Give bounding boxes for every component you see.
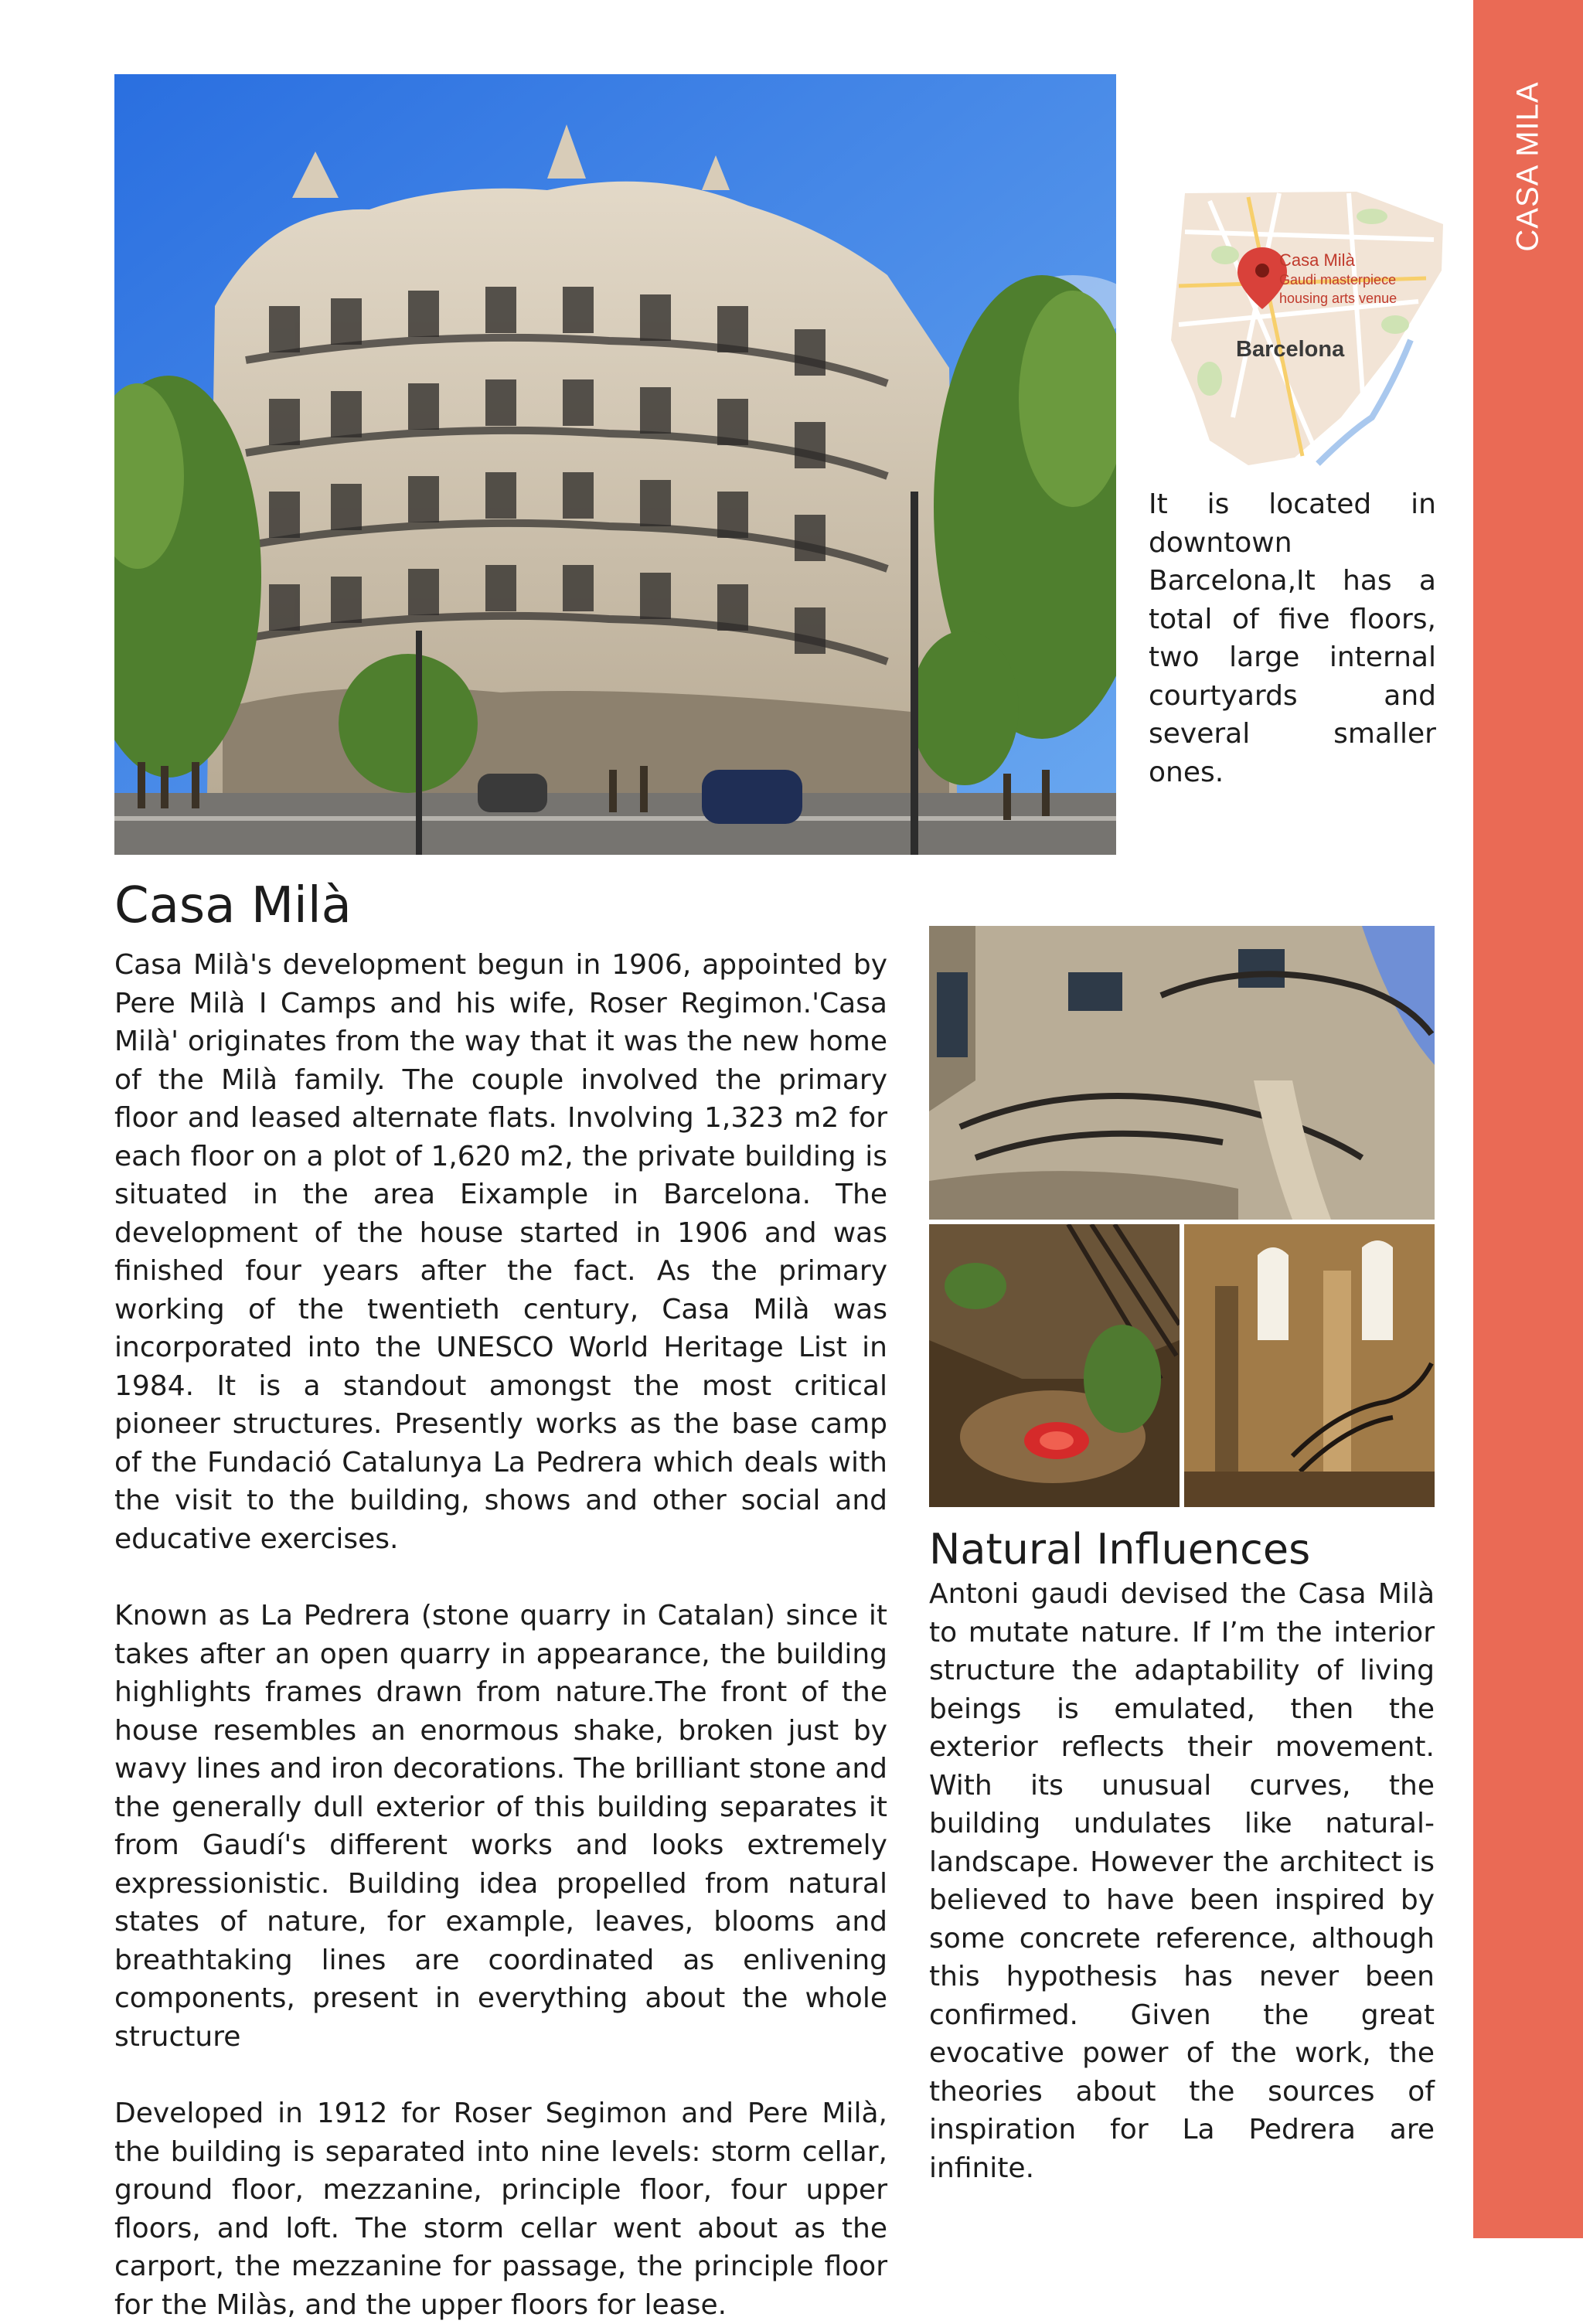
location-text: It is located in downtown Barcelona,It has a total of five floors, two large internal courtyards and several smaller ones. bbox=[1149, 488, 1436, 788]
facade-detail-photo bbox=[929, 926, 1435, 1220]
paragraph-1: Casa Milà's development begun in 1906, appointed by Pere Milà I Camps and his wife, Roser Regimon.'Casa Milà' originates from the way that it was the new home of the Milà family. The couple involved the primary floor and leased alternate flats. Involving 1,323 m2 for each floor on a plot of 1,620 m2, the private building is situated in the area Eixample in Barcelona. The development of the house started in 1906 and was finished four years after the fact. As the primary working of the twentieth century, Casa Milà was incorporated into the UNESCO World Heritage List in 1984. It is a standout amongst the most critical pioneer structures. Presently works as the base camp of the Fundació Catalunya La Pedrera which deals with the visit to the building, shows and other social and educative exercises. bbox=[114, 949, 887, 1555]
map-pin-line1: Gaudi masterpiece bbox=[1279, 272, 1397, 288]
influences-text: Antoni gaudi devised the Casa Milà to mutate nature. If I’m the interior structure the adaptability of living beings is emulated, then the exterior reflects their movement. With its unusual curves, the building undulates like natural-landscape. However the architect is believed to have been inspired by some concrete reference, although this hypothesis has never been confirmed. Given the great evocative power of the work, the theories about the sources of inspiration for La Pedrera are infinite. bbox=[929, 1578, 1435, 2184]
paragraph-3: Developed in 1912 for Roser Segimon and Pere Milà, the building is separated into nine levels: storm cellar, ground floor, mezzanine, principle floor, four upper floors, and loft. The storm cellar went about as the carport, the mezzanine for passage, the principle floor for the Milàs, and the upper floors for lease. bbox=[114, 2098, 887, 2321]
courtyard-photo bbox=[929, 1224, 1180, 1507]
paragraph-2: Known as La Pedrera (stone quarry in Catalan) since it takes after an open quarry in appearance, the building highlights frames drawn from nature.The front of the house resembles an enormous shake, broken just by wavy lines and iron decorations. The brilliant stone and the generally dull exterior of this building separates it from Gaudí's different works and looks extremely expressionistic. Building idea propelled from natural states of nature, for example, leaves, blooms and breathtaking lines are coordinated as enlivening components, present in everything about the whole structure bbox=[114, 1600, 888, 2053]
map-pin-line2: housing arts venue bbox=[1279, 291, 1397, 306]
main-text bbox=[114, 946, 887, 2324]
sidebar-label: CASA MILA bbox=[1510, 80, 1545, 252]
interior-stairs-photo bbox=[1184, 1224, 1435, 1507]
hero-photo bbox=[114, 74, 1116, 855]
map-city-label: Barcelona bbox=[1236, 337, 1345, 362]
map-pin-title: Casa Milà bbox=[1279, 250, 1355, 270]
location-map bbox=[1163, 185, 1448, 471]
influences-heading: Natural Influences bbox=[929, 1525, 1311, 1574]
page-title: Casa Milà bbox=[114, 877, 352, 934]
sidebar bbox=[1473, 0, 1583, 2238]
